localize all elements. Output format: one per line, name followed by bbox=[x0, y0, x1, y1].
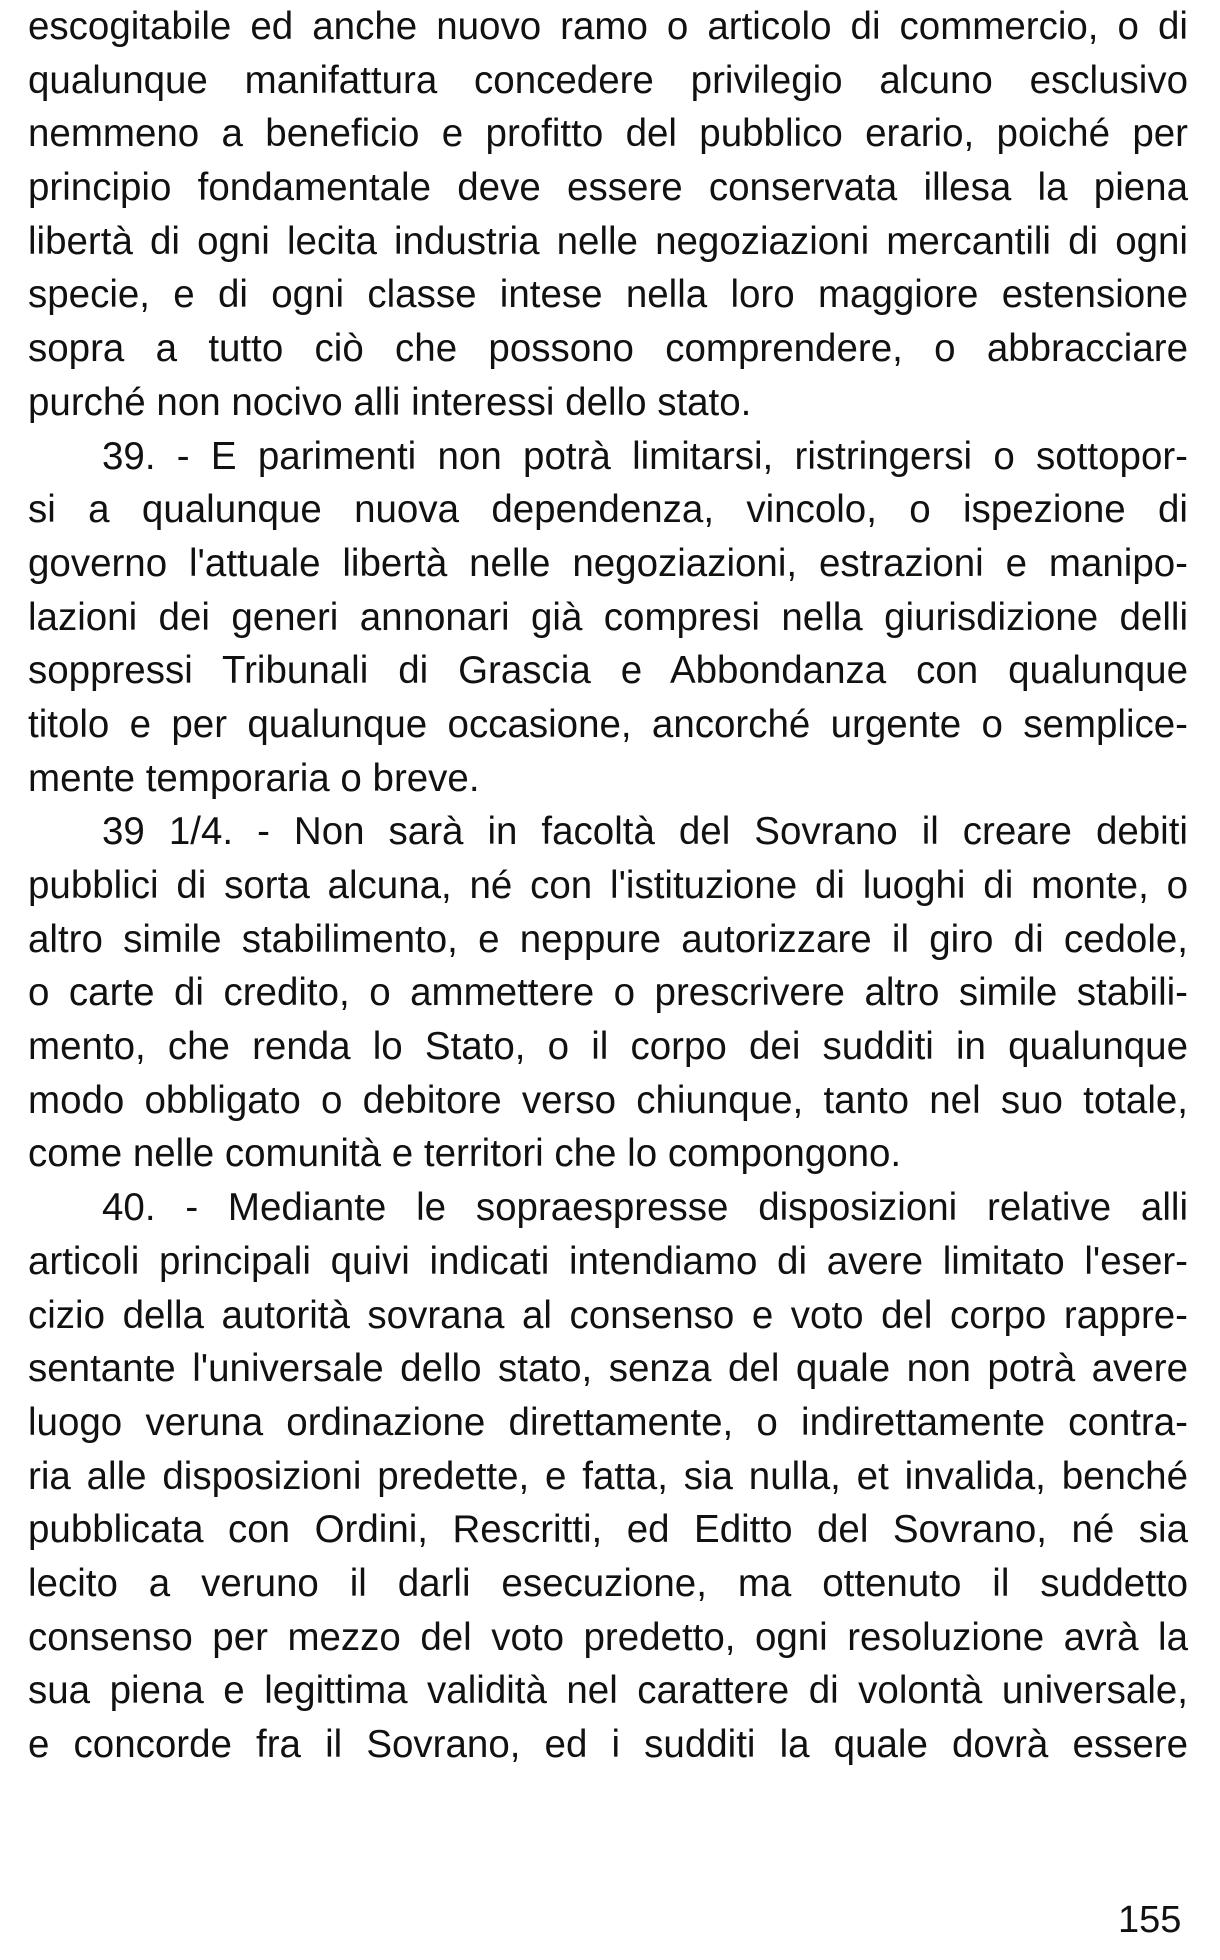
text-line: libertà di ogni lecita industria nelle negoziazioni mercantili di ogni bbox=[28, 219, 1188, 263]
text-line: qualunque manifattura concedere privilegio alcuno esclusivo bbox=[28, 58, 1188, 102]
text-line: titolo e per qualunque occasione, ancorché urgente o semplice- bbox=[28, 702, 1188, 746]
article-39-1-4-first-line: 39 1/4. - Non sarà in facoltà del Sovrano il creare debiti bbox=[102, 810, 1188, 854]
text-line: escogitabile ed anche nuovo ramo o articolo di commercio, o di bbox=[28, 5, 1188, 48]
text-line: pubblicata con Ordini, Rescritti, ed Editto del Sovrano, né sia bbox=[28, 1508, 1188, 1552]
article-40-first-line: 40. - Mediante le sopraespresse disposizioni relative alli bbox=[102, 1186, 1188, 1230]
text-line: lazioni dei generi annonari già compresi nella giurisdizione delli bbox=[28, 595, 1188, 639]
text-line: luogo veruna ordinazione direttamente, o indirettamente contra- bbox=[28, 1400, 1188, 1444]
text-line: soppressi Tribunali di Grascia e Abbondanza con qualunque bbox=[28, 649, 1188, 693]
text-line: cizio della autorità sovrana al consenso e voto del corpo rappre- bbox=[28, 1293, 1188, 1337]
text-line: sopra a tutto ciò che possono comprendere, o abbracciare bbox=[28, 327, 1188, 371]
text-line: pubblici di sorta alcuna, né con l'istituzione di luoghi di monte, o bbox=[28, 864, 1188, 907]
text-line: come nelle comunità e territori che lo compongono. bbox=[28, 1132, 902, 1176]
text-line: articoli principali quivi indicati intendiamo di avere limitato l'eser- bbox=[28, 1239, 1188, 1283]
text-line: mento, che renda lo Stato, o il corpo dei sudditi in qualunque bbox=[28, 1025, 1188, 1069]
text-line: nemmeno a beneficio e profitto del pubblico erario, poiché per bbox=[28, 112, 1188, 156]
text-line: si a qualunque nuova dependenza, vincolo, o ispezione di bbox=[28, 488, 1188, 532]
text-line: lecito a veruno il darli esecuzione, ma ottenuto il suddetto bbox=[28, 1561, 1188, 1605]
text-line: altro simile stabilimento, e neppure autorizzare il giro di cedole, bbox=[28, 917, 1188, 961]
text-line: governo l'attuale libertà nelle negoziazioni, estrazioni e manipo- bbox=[28, 541, 1188, 585]
body-text bbox=[28, 0, 1188, 1772]
text-line: modo obbligato o debitore verso chiunque, tanto nel suo totale, bbox=[28, 1078, 1188, 1122]
text-line: o carte di credito, o ammettere o prescrivere altro simile stabili- bbox=[28, 971, 1188, 1015]
text-line: e concorde fra il Sovrano, ed i sudditi la quale dovrà essere bbox=[28, 1723, 1188, 1766]
text-line: purché non nocivo alli interessi dello stato. bbox=[28, 380, 752, 424]
text-line: ria alle disposizioni predette, e fatta, sia nulla, et invalida, benché bbox=[28, 1454, 1188, 1498]
text-line: sentante l'universale dello stato, senza del quale non potrà avere bbox=[28, 1347, 1188, 1391]
text-line: specie, e di ogni classe intese nella loro maggiore estensione bbox=[28, 273, 1188, 317]
page-number: 155 bbox=[1118, 1899, 1182, 1941]
text-line: principio fondamentale deve essere conservata illesa la piena bbox=[28, 166, 1188, 210]
text-line: consenso per mezzo del voto predetto, ogni resoluzione avrà la bbox=[28, 1615, 1188, 1659]
text-line: mente temporaria o breve. bbox=[28, 756, 480, 800]
article-39-first-line: 39. - E parimenti non potrà limitarsi, ristringersi o sottopor- bbox=[102, 434, 1188, 478]
text-line: sua piena e legittima validità nel carattere di volontà universale, bbox=[28, 1669, 1188, 1713]
